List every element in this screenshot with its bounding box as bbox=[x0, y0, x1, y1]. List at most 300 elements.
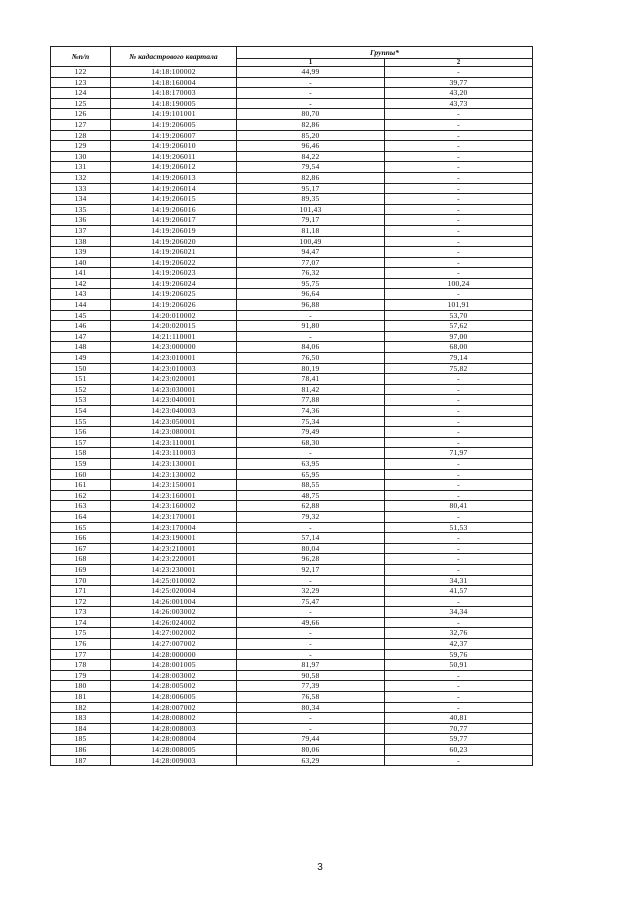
table-row bbox=[51, 670, 533, 681]
table-row bbox=[51, 77, 533, 88]
group-2-value: 80,41 bbox=[385, 501, 533, 512]
table-row bbox=[51, 236, 533, 247]
table-row bbox=[51, 723, 533, 734]
row-number: 126 bbox=[51, 109, 111, 120]
group-2-value: - bbox=[385, 162, 533, 173]
row-number: 140 bbox=[51, 257, 111, 268]
group-2-value: 71,97 bbox=[385, 448, 533, 459]
group-1-value: 32,29 bbox=[237, 586, 385, 597]
table-row bbox=[51, 586, 533, 597]
cadastral-quarter: 14:19:206007 bbox=[111, 130, 237, 141]
table-row bbox=[51, 353, 533, 364]
table-row bbox=[51, 734, 533, 745]
group-2-value: - bbox=[385, 564, 533, 575]
row-number: 150 bbox=[51, 363, 111, 374]
group-1-value: 44,99 bbox=[237, 67, 385, 78]
table-row bbox=[51, 278, 533, 289]
table-row bbox=[51, 660, 533, 671]
row-number: 139 bbox=[51, 247, 111, 258]
group-1-value: 63,29 bbox=[237, 755, 385, 766]
row-number: 168 bbox=[51, 554, 111, 565]
group-2-value: - bbox=[385, 247, 533, 258]
table-row bbox=[51, 575, 533, 586]
table-row bbox=[51, 702, 533, 713]
cadastral-quarter: 14:28:006005 bbox=[111, 692, 237, 703]
cadastral-quarter: 14:20:010002 bbox=[111, 310, 237, 321]
group-1-value: - bbox=[237, 723, 385, 734]
group-1-value: 96,88 bbox=[237, 300, 385, 311]
row-number: 183 bbox=[51, 713, 111, 724]
group-1-value: 92,17 bbox=[237, 564, 385, 575]
row-number: 179 bbox=[51, 670, 111, 681]
row-number: 137 bbox=[51, 225, 111, 236]
group-1-value: 79,54 bbox=[237, 162, 385, 173]
cadastral-quarter: 14:27:007002 bbox=[111, 639, 237, 650]
row-number: 165 bbox=[51, 522, 111, 533]
row-number: 158 bbox=[51, 448, 111, 459]
table-row bbox=[51, 172, 533, 183]
table-row bbox=[51, 162, 533, 173]
group-1-value: - bbox=[237, 628, 385, 639]
group-2-value: - bbox=[385, 395, 533, 406]
group-1-value: 77,88 bbox=[237, 395, 385, 406]
table-row bbox=[51, 480, 533, 491]
group-1-value: 68,30 bbox=[237, 437, 385, 448]
table-row bbox=[51, 511, 533, 522]
group-1-value: 96,46 bbox=[237, 141, 385, 152]
table-row bbox=[51, 384, 533, 395]
group-1-value: 74,36 bbox=[237, 406, 385, 417]
cadastral-quarter: 14:23:000000 bbox=[111, 342, 237, 353]
group-1-value: - bbox=[237, 448, 385, 459]
table-row bbox=[51, 289, 533, 300]
group-2-value: - bbox=[385, 692, 533, 703]
group-1-value: 65,95 bbox=[237, 469, 385, 480]
cadastral-quarter: 14:23:170004 bbox=[111, 522, 237, 533]
row-number: 170 bbox=[51, 575, 111, 586]
group-2-value: - bbox=[385, 374, 533, 385]
row-number: 162 bbox=[51, 490, 111, 501]
table-row bbox=[51, 109, 533, 120]
group-1-value: 90,58 bbox=[237, 670, 385, 681]
row-number: 148 bbox=[51, 342, 111, 353]
table-row bbox=[51, 67, 533, 78]
cadastral-quarter: 14:19:206011 bbox=[111, 151, 237, 162]
group-1-value: - bbox=[237, 607, 385, 618]
table-row bbox=[51, 501, 533, 512]
group-2-value: 50,91 bbox=[385, 660, 533, 671]
table-row bbox=[51, 448, 533, 459]
group-1-value: 76,32 bbox=[237, 268, 385, 279]
table-row bbox=[51, 225, 533, 236]
cadastral-quarter: 14:23:170001 bbox=[111, 511, 237, 522]
table-row bbox=[51, 331, 533, 342]
table-row bbox=[51, 342, 533, 353]
group-1-value: - bbox=[237, 575, 385, 586]
group-2-value: 41,57 bbox=[385, 586, 533, 597]
row-number: 174 bbox=[51, 617, 111, 628]
group-2-value: 70,77 bbox=[385, 723, 533, 734]
cadastral-quarter: 14:28:000000 bbox=[111, 649, 237, 660]
group-2-value: - bbox=[385, 384, 533, 395]
row-number: 167 bbox=[51, 543, 111, 554]
row-number: 184 bbox=[51, 723, 111, 734]
group-2-value: 34,31 bbox=[385, 575, 533, 586]
row-number: 134 bbox=[51, 194, 111, 205]
table-row bbox=[51, 300, 533, 311]
row-number: 152 bbox=[51, 384, 111, 395]
row-number: 156 bbox=[51, 427, 111, 438]
group-2-value: 42,37 bbox=[385, 639, 533, 650]
group-2-value: - bbox=[385, 67, 533, 78]
row-number: 151 bbox=[51, 374, 111, 385]
row-number: 127 bbox=[51, 119, 111, 130]
cadastral-quarter: 14:23:220001 bbox=[111, 554, 237, 565]
row-number: 141 bbox=[51, 268, 111, 279]
group-2-value: 75,82 bbox=[385, 363, 533, 374]
group-1-value: 75,47 bbox=[237, 596, 385, 607]
table-row bbox=[51, 406, 533, 417]
group-2-value: - bbox=[385, 225, 533, 236]
cadastral-quarter: 14:28:003002 bbox=[111, 670, 237, 681]
cadastral-quarter: 14:23:030001 bbox=[111, 384, 237, 395]
table-row bbox=[51, 596, 533, 607]
group-2-value: - bbox=[385, 109, 533, 120]
row-number: 160 bbox=[51, 469, 111, 480]
group-1-value: 78,41 bbox=[237, 374, 385, 385]
table-body bbox=[51, 67, 533, 766]
row-number: 182 bbox=[51, 702, 111, 713]
cadastral-quarter: 14:23:020001 bbox=[111, 374, 237, 385]
group-2-value: - bbox=[385, 183, 533, 194]
group-1-value: 96,28 bbox=[237, 554, 385, 565]
group-2-value: 97,00 bbox=[385, 331, 533, 342]
row-number: 132 bbox=[51, 172, 111, 183]
table-row bbox=[51, 469, 533, 480]
cadastral-quarter: 14:23:110001 bbox=[111, 437, 237, 448]
table-row bbox=[51, 88, 533, 99]
cadastral-quarter: 14:23:040003 bbox=[111, 406, 237, 417]
group-1-value: 88,55 bbox=[237, 480, 385, 491]
row-number: 130 bbox=[51, 151, 111, 162]
cadastral-quarter: 14:23:130001 bbox=[111, 458, 237, 469]
group-2-value: - bbox=[385, 172, 533, 183]
cadastral-quarter: 14:19:101001 bbox=[111, 109, 237, 120]
cadastral-quarter: 14:18:160004 bbox=[111, 77, 237, 88]
row-number: 177 bbox=[51, 649, 111, 660]
row-number: 122 bbox=[51, 67, 111, 78]
group-2-value: - bbox=[385, 194, 533, 205]
cadastral-quarter: 14:19:206020 bbox=[111, 236, 237, 247]
group-2-value: - bbox=[385, 151, 533, 162]
table-row bbox=[51, 247, 533, 258]
table-row bbox=[51, 119, 533, 130]
table-row bbox=[51, 427, 533, 438]
cadastral-quarter: 14:23:080001 bbox=[111, 427, 237, 438]
cadastral-quarter: 14:23:110003 bbox=[111, 448, 237, 459]
col-quarter-header: № кадастрового квартала bbox=[111, 47, 237, 67]
group-2-value: 51,53 bbox=[385, 522, 533, 533]
table-row bbox=[51, 257, 533, 268]
cadastral-quarter: 14:19:206024 bbox=[111, 278, 237, 289]
row-number: 185 bbox=[51, 734, 111, 745]
group-1-value: - bbox=[237, 98, 385, 109]
group-1-value: 79,44 bbox=[237, 734, 385, 745]
table-row bbox=[51, 363, 533, 374]
row-number: 169 bbox=[51, 564, 111, 575]
cadastral-quarter: 14:23:160001 bbox=[111, 490, 237, 501]
table-row bbox=[51, 490, 533, 501]
group-1-value: - bbox=[237, 331, 385, 342]
group-2-value: - bbox=[385, 289, 533, 300]
row-number: 149 bbox=[51, 353, 111, 364]
page-number: 3 bbox=[317, 862, 323, 873]
group-2-value: - bbox=[385, 554, 533, 565]
table-row bbox=[51, 321, 533, 332]
cadastral-quarter: 14:23:230001 bbox=[111, 564, 237, 575]
group-1-value: 79,49 bbox=[237, 427, 385, 438]
group-1-value: 96,64 bbox=[237, 289, 385, 300]
cadastral-quarter: 14:19:206015 bbox=[111, 194, 237, 205]
group-1-header: 1 bbox=[237, 59, 385, 67]
table-row bbox=[51, 374, 533, 385]
row-number: 129 bbox=[51, 141, 111, 152]
cadastral-quarter: 14:28:008004 bbox=[111, 734, 237, 745]
row-number: 181 bbox=[51, 692, 111, 703]
row-number: 146 bbox=[51, 321, 111, 332]
group-1-value: 89,35 bbox=[237, 194, 385, 205]
table-row bbox=[51, 416, 533, 427]
group-1-value: 76,58 bbox=[237, 692, 385, 703]
table-row bbox=[51, 533, 533, 544]
cadastral-quarter: 14:28:008002 bbox=[111, 713, 237, 724]
cadastral-quarter: 14:19:206014 bbox=[111, 183, 237, 194]
group-2-value: 100,24 bbox=[385, 278, 533, 289]
cadastral-quarter: 14:28:008003 bbox=[111, 723, 237, 734]
group-1-value: 82,86 bbox=[237, 172, 385, 183]
table-row bbox=[51, 522, 533, 533]
cadastral-quarter: 14:28:007002 bbox=[111, 702, 237, 713]
group-1-value: 79,17 bbox=[237, 215, 385, 226]
group-1-value: - bbox=[237, 649, 385, 660]
cadastral-quarter: 14:23:010001 bbox=[111, 353, 237, 364]
group-2-value: - bbox=[385, 130, 533, 141]
group-2-value: - bbox=[385, 257, 533, 268]
row-number: 136 bbox=[51, 215, 111, 226]
row-number: 173 bbox=[51, 607, 111, 618]
table-row bbox=[51, 543, 533, 554]
table-row bbox=[51, 564, 533, 575]
cadastral-quarter: 14:26:001004 bbox=[111, 596, 237, 607]
group-2-value: - bbox=[385, 681, 533, 692]
group-1-value: 79,32 bbox=[237, 511, 385, 522]
table-row bbox=[51, 194, 533, 205]
cadastral-quarter: 14:23:190001 bbox=[111, 533, 237, 544]
row-number: 144 bbox=[51, 300, 111, 311]
group-2-value: 57,62 bbox=[385, 321, 533, 332]
group-2-value: 40,81 bbox=[385, 713, 533, 724]
cadastral-quarter: 14:19:206019 bbox=[111, 225, 237, 236]
cadastral-quarter: 14:28:005002 bbox=[111, 681, 237, 692]
table-row bbox=[51, 713, 533, 724]
cadastral-quarter: 14:19:206010 bbox=[111, 141, 237, 152]
row-number: 172 bbox=[51, 596, 111, 607]
row-number: 133 bbox=[51, 183, 111, 194]
cadastral-quarter: 14:28:009003 bbox=[111, 755, 237, 766]
row-number: 125 bbox=[51, 98, 111, 109]
group-1-value: 80,04 bbox=[237, 543, 385, 554]
table-row bbox=[51, 649, 533, 660]
group-2-value: - bbox=[385, 416, 533, 427]
row-number: 180 bbox=[51, 681, 111, 692]
group-1-value: 100,49 bbox=[237, 236, 385, 247]
table-row bbox=[51, 628, 533, 639]
group-2-value: - bbox=[385, 204, 533, 215]
group-2-value: 101,91 bbox=[385, 300, 533, 311]
group-2-value: 79,14 bbox=[385, 353, 533, 364]
cadastral-quarter: 14:19:206013 bbox=[111, 172, 237, 183]
cadastral-quarter: 14:23:040001 bbox=[111, 395, 237, 406]
row-number: 176 bbox=[51, 639, 111, 650]
row-number: 145 bbox=[51, 310, 111, 321]
table-row bbox=[51, 141, 533, 152]
cadastral-quarter: 14:19:206017 bbox=[111, 215, 237, 226]
group-1-value: 80,70 bbox=[237, 109, 385, 120]
table-row bbox=[51, 310, 533, 321]
group-2-value: - bbox=[385, 427, 533, 438]
cadastral-quarter: 14:19:206026 bbox=[111, 300, 237, 311]
table-row bbox=[51, 692, 533, 703]
group-2-value: - bbox=[385, 533, 533, 544]
row-number: 143 bbox=[51, 289, 111, 300]
row-number: 123 bbox=[51, 77, 111, 88]
group-1-value: - bbox=[237, 713, 385, 724]
row-number: 124 bbox=[51, 88, 111, 99]
cadastral-quarter: 14:23:210001 bbox=[111, 543, 237, 554]
group-1-value: 49,66 bbox=[237, 617, 385, 628]
group-2-value: 43,20 bbox=[385, 88, 533, 99]
cadastral-quarter: 14:26:024002 bbox=[111, 617, 237, 628]
cadastral-quarter: 14:19:206005 bbox=[111, 119, 237, 130]
group-2-value: - bbox=[385, 543, 533, 554]
group-2-value: 32,76 bbox=[385, 628, 533, 639]
row-number: 157 bbox=[51, 437, 111, 448]
row-number: 142 bbox=[51, 278, 111, 289]
table-row bbox=[51, 183, 533, 194]
table-row bbox=[51, 681, 533, 692]
cadastral-quarter: 14:23:010003 bbox=[111, 363, 237, 374]
group-1-value: - bbox=[237, 639, 385, 650]
group-2-value: - bbox=[385, 119, 533, 130]
group-2-value: - bbox=[385, 511, 533, 522]
group-1-value: 81,18 bbox=[237, 225, 385, 236]
table-row bbox=[51, 98, 533, 109]
group-2-value: - bbox=[385, 596, 533, 607]
group-1-value: 77,39 bbox=[237, 681, 385, 692]
group-2-value: 60,23 bbox=[385, 745, 533, 756]
row-number: 187 bbox=[51, 755, 111, 766]
cadastral-quarter: 14:18:100002 bbox=[111, 67, 237, 78]
group-1-value: 48,75 bbox=[237, 490, 385, 501]
cadastral-quarter: 14:28:008005 bbox=[111, 745, 237, 756]
table-row bbox=[51, 617, 533, 628]
cadastral-quarter: 14:19:206016 bbox=[111, 204, 237, 215]
cadastral-quarter: 14:23:050001 bbox=[111, 416, 237, 427]
group-1-value: - bbox=[237, 310, 385, 321]
group-1-value: 82,86 bbox=[237, 119, 385, 130]
group-2-value: - bbox=[385, 268, 533, 279]
group-1-value: 84,06 bbox=[237, 342, 385, 353]
table-row bbox=[51, 607, 533, 618]
row-number: 154 bbox=[51, 406, 111, 417]
group-1-value: 75,34 bbox=[237, 416, 385, 427]
col-number-header: №п/п bbox=[51, 47, 111, 67]
group-1-value: 57,14 bbox=[237, 533, 385, 544]
group-2-value: 68,00 bbox=[385, 342, 533, 353]
group-2-value: 39,77 bbox=[385, 77, 533, 88]
group-1-value: - bbox=[237, 88, 385, 99]
group-2-value: 59,77 bbox=[385, 734, 533, 745]
group-2-value: 43,73 bbox=[385, 98, 533, 109]
table-row bbox=[51, 745, 533, 756]
row-number: 128 bbox=[51, 130, 111, 141]
row-number: 163 bbox=[51, 501, 111, 512]
group-1-value: 81,97 bbox=[237, 660, 385, 671]
table-row bbox=[51, 268, 533, 279]
group-1-value: 80,34 bbox=[237, 702, 385, 713]
cadastral-quarter: 14:19:206012 bbox=[111, 162, 237, 173]
cadastral-groups-table bbox=[50, 46, 533, 766]
table-row bbox=[51, 130, 533, 141]
group-1-value: 81,42 bbox=[237, 384, 385, 395]
group-2-value: - bbox=[385, 406, 533, 417]
table-row bbox=[51, 639, 533, 650]
group-2-value: - bbox=[385, 670, 533, 681]
group-1-value: 76,50 bbox=[237, 353, 385, 364]
group-2-value: - bbox=[385, 617, 533, 628]
group-2-value: - bbox=[385, 458, 533, 469]
cadastral-quarter: 14:19:206023 bbox=[111, 268, 237, 279]
row-number: 166 bbox=[51, 533, 111, 544]
group-2-value: - bbox=[385, 702, 533, 713]
group-2-value: - bbox=[385, 236, 533, 247]
group-1-value: 80,06 bbox=[237, 745, 385, 756]
row-number: 138 bbox=[51, 236, 111, 247]
group-1-value: 85,20 bbox=[237, 130, 385, 141]
group-1-value: 95,17 bbox=[237, 183, 385, 194]
cadastral-quarter: 14:28:001005 bbox=[111, 660, 237, 671]
cadastral-quarter: 14:25:010002 bbox=[111, 575, 237, 586]
group-1-value: 101,43 bbox=[237, 204, 385, 215]
table-row bbox=[51, 151, 533, 162]
row-number: 161 bbox=[51, 480, 111, 491]
cadastral-quarter: 14:19:206022 bbox=[111, 257, 237, 268]
row-number: 155 bbox=[51, 416, 111, 427]
row-number: 159 bbox=[51, 458, 111, 469]
group-2-value: - bbox=[385, 755, 533, 766]
group-1-value: - bbox=[237, 522, 385, 533]
group-1-value: 62,88 bbox=[237, 501, 385, 512]
group-1-value: 95,75 bbox=[237, 278, 385, 289]
group-1-value: 80,19 bbox=[237, 363, 385, 374]
table-row bbox=[51, 437, 533, 448]
row-number: 153 bbox=[51, 395, 111, 406]
group-2-header: 2 bbox=[385, 59, 533, 67]
table-row bbox=[51, 554, 533, 565]
table-row bbox=[51, 395, 533, 406]
table-row bbox=[51, 755, 533, 766]
cadastral-quarter: 14:19:206021 bbox=[111, 247, 237, 258]
